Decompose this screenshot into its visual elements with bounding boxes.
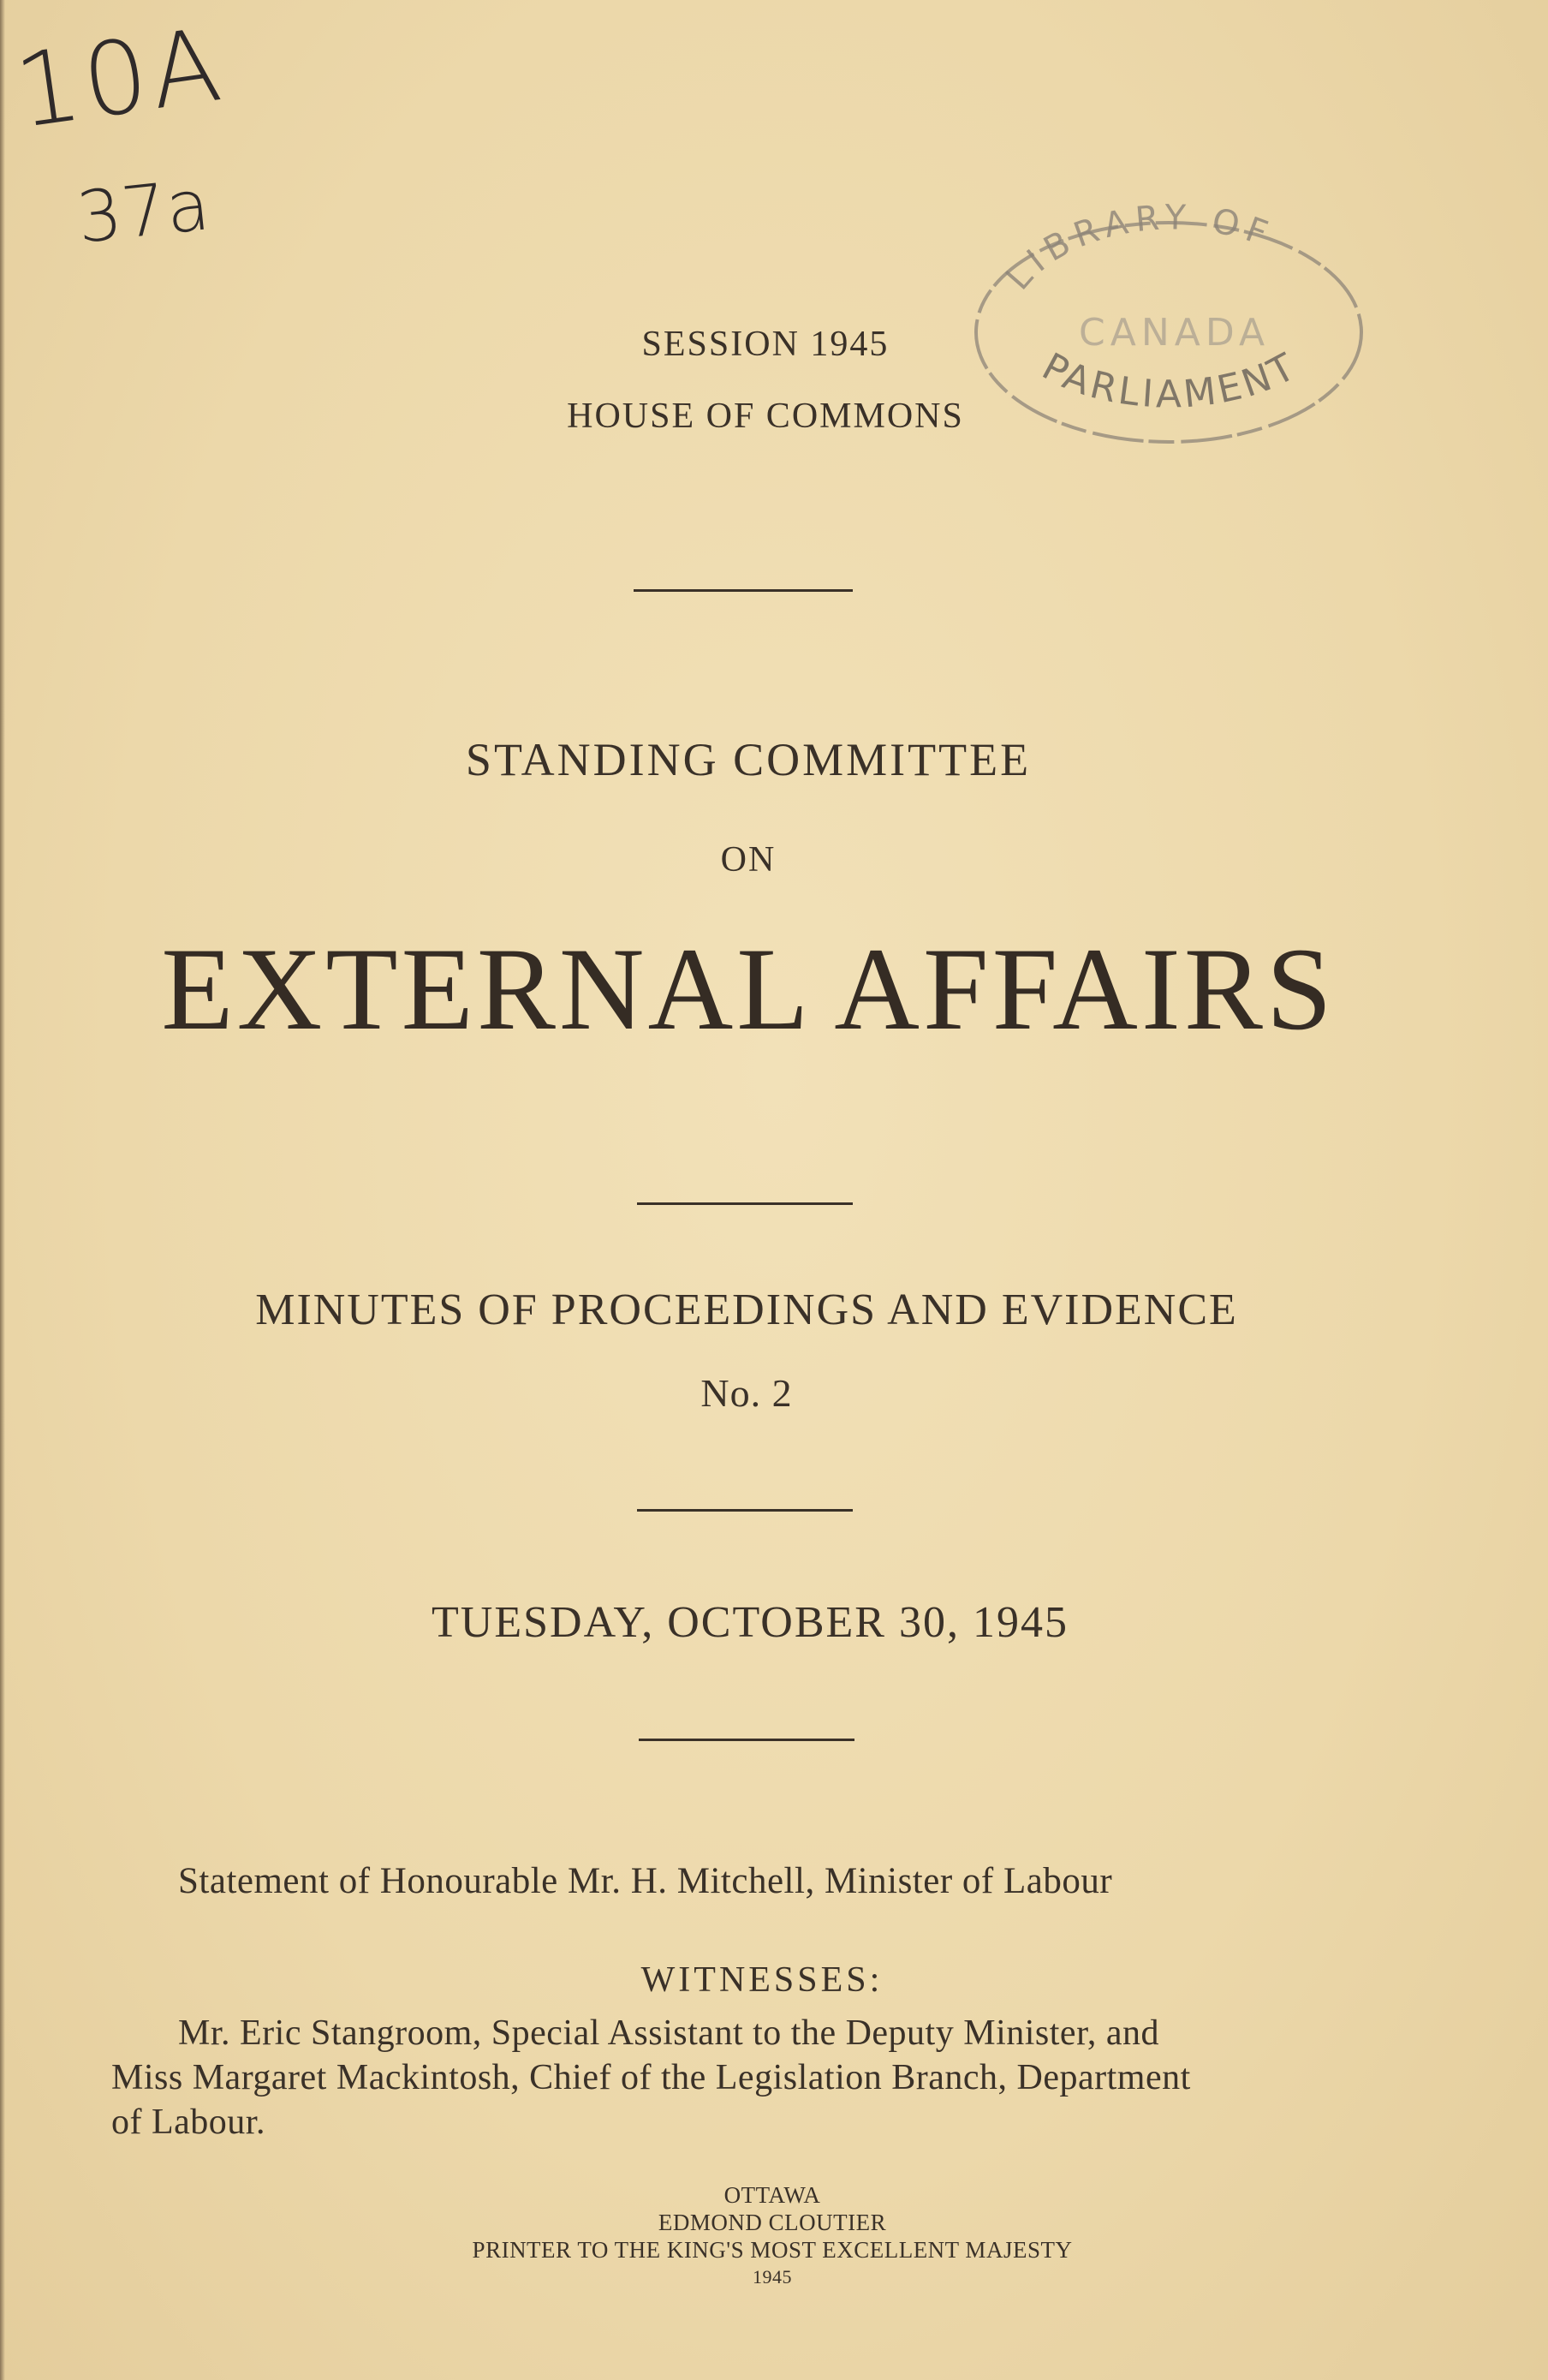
- divider-rule-1: [634, 589, 853, 592]
- divider-rule-2: [637, 1202, 853, 1205]
- committee-title: EXTERNAL AFFAIRS: [161, 923, 1336, 1054]
- session-line: SESSION 1945: [641, 325, 890, 364]
- divider-rule-3: [637, 1509, 853, 1512]
- imprint-year: 1945: [753, 2266, 792, 2288]
- svg-text:LIBRARY OF: [998, 198, 1278, 297]
- stamp-text-top: LIBRARY OF: [998, 198, 1279, 298]
- handwritten-mark-2: 37a: [73, 164, 214, 259]
- imprint-city: OTTAWA: [723, 2182, 821, 2208]
- witness-line-3: of Labour.: [111, 2103, 265, 2142]
- minutes-number: No. 2: [700, 1371, 793, 1415]
- stamp-text-middle: CANADA: [1079, 311, 1271, 355]
- imprint-printer: EDMOND CLOUTIER: [658, 2210, 887, 2235]
- divider-rule-4: [639, 1739, 854, 1741]
- on-line: ON: [720, 840, 777, 880]
- statement-line: Statement of Honourable Mr. H. Mitchell, Minister of Labour: [178, 1861, 1113, 1901]
- witness-line-1: Mr. Eric Stangroom, Special Assistant to the Deputy Minister, and: [178, 2013, 1160, 2053]
- imprint-printer-title: PRINTER TO THE KING'S MOST EXCELLENT MAJESTY: [472, 2237, 1073, 2263]
- meeting-date: TUESDAY, OCTOBER 30, 1945: [432, 1598, 1069, 1647]
- house-of-commons-line: HOUSE OF COMMONS: [567, 397, 964, 436]
- handwritten-mark-1: 10A: [8, 4, 231, 152]
- minutes-title: MINUTES OF PROCEEDINGS AND EVIDENCE: [255, 1285, 1238, 1334]
- witnesses-heading: WITNESSES:: [640, 1960, 884, 2000]
- stamp-text-bottom: PARLIAMENT: [1034, 343, 1306, 417]
- witness-line-2: Miss Margaret Mackintosh, Chief of the Legislation Branch, Department: [111, 2058, 1191, 2097]
- standing-committee-line: STANDING COMMITTEE: [465, 734, 1032, 785]
